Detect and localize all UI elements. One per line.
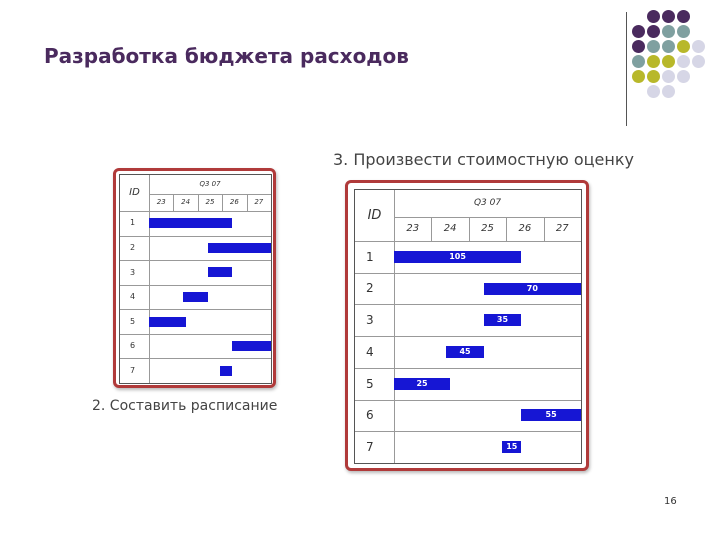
- decor-dot: [632, 70, 645, 83]
- task-id: 3: [130, 267, 136, 277]
- row-divider: [120, 236, 271, 237]
- row-divider: [120, 358, 271, 359]
- decor-dot: [647, 40, 660, 53]
- task-id: 6: [366, 408, 374, 423]
- decor-dot: [662, 55, 675, 68]
- task-bar: [183, 292, 207, 302]
- decor-dot: [632, 25, 645, 38]
- week-label: 26: [518, 223, 532, 234]
- decor-dot: [632, 55, 645, 68]
- decorative-dot-grid: [632, 10, 720, 120]
- page-number: 16: [664, 496, 677, 507]
- decor-dot: [692, 40, 705, 53]
- decor-dot: [677, 40, 690, 53]
- header-divider: [394, 217, 581, 218]
- quarter-label: Q3 07: [473, 198, 502, 209]
- week-label: 23: [406, 223, 420, 234]
- week-label: 27: [555, 223, 569, 234]
- row-divider: [355, 304, 581, 305]
- task-id: 2: [366, 281, 374, 296]
- decor-dot: [677, 10, 690, 23]
- id-header: ID: [367, 207, 382, 223]
- row-divider: [355, 431, 581, 432]
- caption-cost-estimate: 3. Произвести стоимостную оценку: [333, 150, 634, 169]
- id-header: ID: [129, 187, 140, 198]
- decor-dot: [647, 55, 660, 68]
- task-id: 3: [366, 313, 374, 328]
- task-bar: 15: [502, 441, 521, 453]
- task-id: 7: [366, 439, 374, 454]
- cost-gantt-chart: [354, 189, 582, 464]
- task-id: 1: [130, 218, 136, 228]
- task-bar: [208, 267, 232, 277]
- decor-dot: [647, 10, 660, 23]
- decor-dot: [677, 70, 690, 83]
- task-id: 4: [366, 344, 374, 359]
- week-label: 26: [229, 198, 239, 207]
- decor-dot: [662, 70, 675, 83]
- task-id: 6: [130, 341, 136, 351]
- row-divider: [355, 400, 581, 401]
- task-bar: 35: [484, 314, 521, 326]
- slide-title: Разработка бюджета расходов: [44, 44, 409, 68]
- schedule-chart-frame: [113, 168, 276, 388]
- task-bar: [220, 366, 232, 376]
- cost-chart-frame: [345, 180, 589, 471]
- week-label: 24: [181, 198, 191, 207]
- task-bar: 45: [446, 346, 483, 358]
- row-divider: [355, 368, 581, 369]
- task-bar: [208, 243, 271, 253]
- task-bar: [149, 317, 186, 327]
- week-label: 25: [205, 198, 215, 207]
- divider-line: [626, 12, 627, 126]
- decor-dot: [662, 10, 675, 23]
- decor-dot: [677, 55, 690, 68]
- task-id: 7: [130, 365, 136, 375]
- quarter-label: Q3 07: [199, 180, 221, 189]
- week-label: 25: [481, 223, 494, 234]
- header-bottom-line: [120, 211, 271, 212]
- task-bar: 105: [394, 251, 521, 263]
- decor-dot: [662, 85, 675, 98]
- task-id: 5: [130, 316, 136, 326]
- decor-dot: [692, 55, 705, 68]
- caption-schedule: 2. Составить расписание: [92, 398, 278, 414]
- week-label: 24: [443, 223, 457, 234]
- schedule-gantt-chart: [119, 174, 272, 384]
- task-bar: [149, 218, 232, 228]
- row-divider: [120, 285, 271, 286]
- header-bottom-line: [355, 241, 581, 242]
- decor-dot: [647, 85, 660, 98]
- row-divider: [120, 309, 271, 310]
- task-id: 5: [366, 376, 374, 391]
- week-label: 23: [156, 198, 166, 207]
- decor-dot: [632, 40, 645, 53]
- task-bar: 55: [521, 409, 581, 421]
- decor-dot: [647, 25, 660, 38]
- week-label: 27: [254, 198, 264, 207]
- task-id: 2: [130, 243, 136, 253]
- row-divider: [120, 334, 271, 335]
- row-divider: [355, 336, 581, 337]
- header-divider: [149, 194, 271, 195]
- task-id: 1: [366, 249, 374, 264]
- task-bar: 25: [394, 378, 450, 390]
- task-id: 4: [130, 292, 136, 302]
- decor-dot: [662, 25, 675, 38]
- row-divider: [355, 273, 581, 274]
- task-bar: [232, 341, 271, 351]
- decor-dot: [647, 70, 660, 83]
- decor-dot: [662, 40, 675, 53]
- task-bar: 70: [484, 283, 581, 295]
- decor-dot: [677, 25, 690, 38]
- row-divider: [120, 260, 271, 261]
